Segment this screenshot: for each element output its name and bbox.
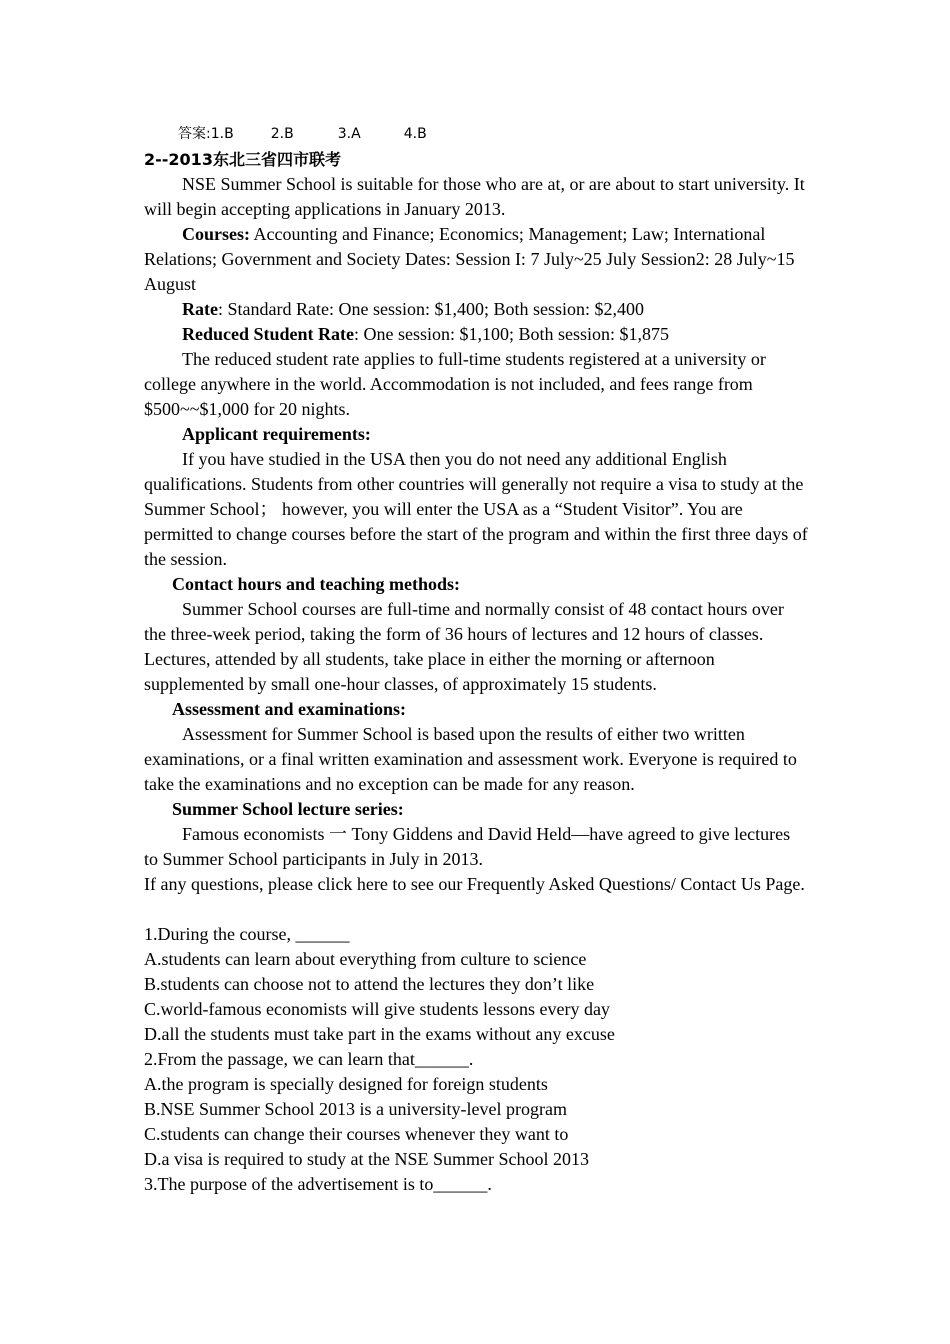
courses-label: Courses: bbox=[182, 224, 250, 244]
answer-1: 1.B bbox=[210, 126, 234, 142]
assessment-heading: Assessment and examinations: bbox=[172, 699, 407, 719]
contact-heading: Contact hours and teaching methods: bbox=[172, 574, 461, 594]
reduced-rate-text: : One session: $1,100; Both session: $1,875 bbox=[354, 324, 670, 344]
question-1-option-d: D.all the students must take part in the exams without any excuse bbox=[144, 1024, 615, 1044]
question-3-stem: 3.The purpose of the advertisement is to______. bbox=[144, 1174, 492, 1194]
question-2-option-b: B.NSE Summer School 2013 is a university-level program bbox=[144, 1099, 567, 1119]
answer-4: 4.B bbox=[403, 126, 427, 142]
reduced-rate-label: Reduced Student Rate bbox=[182, 324, 355, 344]
courses-paragraph bbox=[144, 222, 808, 297]
question-1-option-b: B.students can choose not to attend the lectures they don’t like bbox=[144, 974, 595, 994]
answer-3: 3.A bbox=[337, 126, 361, 142]
blank-line bbox=[144, 897, 808, 922]
question-1-stem: 1.During the course, ______ bbox=[144, 924, 350, 944]
rate-label: Rate bbox=[182, 299, 218, 319]
reduced-rate-note: The reduced student rate applies to full-time students registered at a university or college anywhere in the world. Accommodation is not included, and fees range from $500~~$1,000 for 20 nights. bbox=[144, 349, 766, 419]
answer-key-label: 答案: bbox=[178, 126, 211, 142]
rate-paragraph bbox=[144, 297, 808, 322]
question-1-option-c: C.world-famous economists will give students lessons every day bbox=[144, 999, 610, 1019]
question-2-option-c: C.students can change their courses whenever they want to bbox=[144, 1124, 569, 1144]
question-1-option-a: A.students can learn about everything from culture to science bbox=[144, 949, 587, 969]
question-2-stem: 2.From the passage, we can learn that______. bbox=[144, 1049, 474, 1069]
rate-text: : Standard Rate: One session: $1,400; Both session: $2,400 bbox=[217, 299, 644, 319]
question-2-option-a: A.the program is specially designed for foreign students bbox=[144, 1074, 548, 1094]
answer-key bbox=[144, 122, 808, 147]
lecture-text: Famous economists 一 Tony Giddens and David Held—have agreed to give lectures to Summer School participants in July in 2013. bbox=[144, 824, 791, 869]
reduced-rate-paragraph bbox=[144, 322, 808, 347]
assessment-text: Assessment for Summer School is based upon the results of either two written examinations, or a final written examination and assessment work. Everyone is required to take the examinations and no exception can be made for any reason. bbox=[144, 724, 797, 794]
contact-text: Summer School courses are full-time and normally consist of 48 contact hours over the three-week period, taking the form of 36 hours of lectures and 12 hours of classes. Lectures, attended by all students, take place in either the morning or afternoon supplemented by small one-hour classes, of approximately 15 students. bbox=[144, 599, 784, 694]
closing-text: If any questions, please click here to see our Frequently Asked Questions/ Contact Us Page. bbox=[144, 874, 805, 894]
courses-text: Accounting and Finance; Economics; Management; Law; International Relations; Government and Society Dates: Session I: 7 July~25 July Session2: 28 July~15 August bbox=[144, 224, 795, 294]
answer-2: 2.B bbox=[270, 126, 294, 142]
passage-intro: NSE Summer School is suitable for those who are at, or are about to start university. It will begin accepting applications in January 2013. bbox=[144, 174, 805, 219]
applicant-text: If you have studied in the USA then you do not need any additional English qualifications. Students from other countries will generally not require a visa to study at the Summer School； however, you will enter the USA as a “Student Visitor”. You are permitted to change courses before the start of the program and within the first three days of the session. bbox=[144, 449, 808, 569]
question-2-option-d: D.a visa is required to study at the NSE Summer School 2013 bbox=[144, 1149, 589, 1169]
document-page bbox=[144, 122, 808, 1197]
source-heading: 2--2013东北三省四市联考 bbox=[144, 150, 341, 169]
applicant-heading: Applicant requirements: bbox=[182, 424, 371, 444]
lecture-heading: Summer School lecture series: bbox=[172, 799, 404, 819]
